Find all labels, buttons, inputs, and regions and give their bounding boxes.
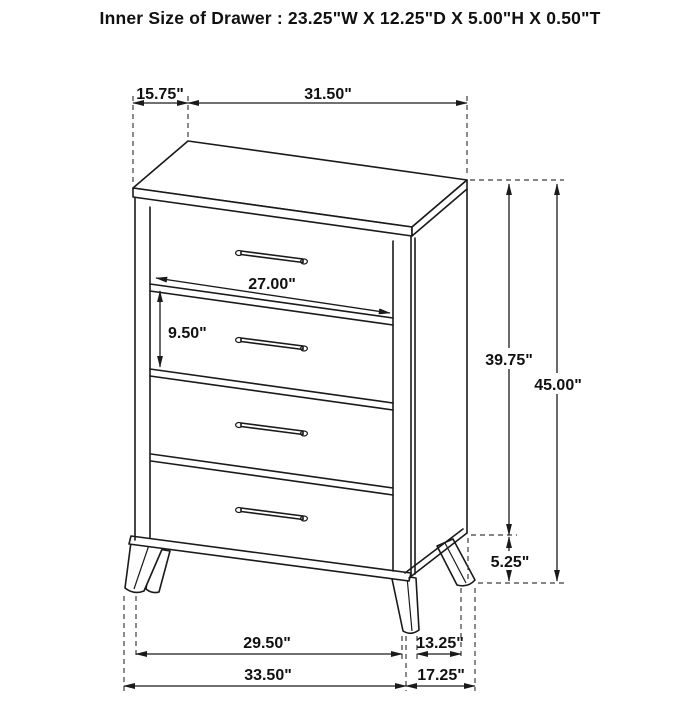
dim-top-depth-label: 15.75" xyxy=(136,86,184,103)
dim-base-overall-width xyxy=(124,667,406,686)
dim-overall-height xyxy=(527,184,589,581)
dim-top-depth xyxy=(133,86,188,103)
dim-drawer-height xyxy=(160,291,207,367)
dim-overall-height-label: 45.00" xyxy=(534,377,582,394)
dim-base-overall-width-label: 33.50" xyxy=(244,667,292,684)
dim-leg-height-label: 5.25" xyxy=(490,554,530,571)
bottom-rail xyxy=(129,536,411,581)
page-title: Inner Size of Drawer : 23.25"W X 12.25"D X 5.00"H X 0.50"T xyxy=(99,8,601,28)
dim-side-leg-span xyxy=(416,635,464,654)
drawer-3-handle xyxy=(236,423,308,437)
drawer-4-handle xyxy=(236,508,308,522)
drawer-dividers xyxy=(150,284,393,495)
divider-3-bottom xyxy=(151,461,393,495)
dim-case-height xyxy=(479,184,539,535)
dim-base-overall-depth-label: 17.25" xyxy=(417,667,465,684)
dim-top-width xyxy=(188,86,467,103)
front-right-leg xyxy=(391,574,419,633)
dim-drawer-width-label: 27.00" xyxy=(248,276,296,293)
dresser-drawing xyxy=(125,141,475,633)
dim-front-leg-inner-span-label: 29.50" xyxy=(243,635,291,652)
dim-top-width-label: 31.50" xyxy=(304,86,352,103)
back-right-leg xyxy=(437,539,475,586)
dresser-top xyxy=(133,141,467,236)
dim-case-height-label: 39.75" xyxy=(485,352,533,369)
dim-drawer-height-label: 9.50" xyxy=(168,325,207,342)
drawer-1-handle xyxy=(236,251,308,265)
drawer-2-handle xyxy=(236,338,308,352)
dim-leg-height xyxy=(486,537,535,581)
divider-2-bottom xyxy=(150,376,393,410)
divider-3-top xyxy=(151,454,393,488)
divider-2-top xyxy=(150,369,393,403)
dim-side-leg-span-label: 13.25" xyxy=(416,635,464,652)
dim-front-leg-inner-span xyxy=(136,635,402,654)
dim-base-overall-depth xyxy=(406,667,475,686)
dresser-legs xyxy=(125,539,475,633)
